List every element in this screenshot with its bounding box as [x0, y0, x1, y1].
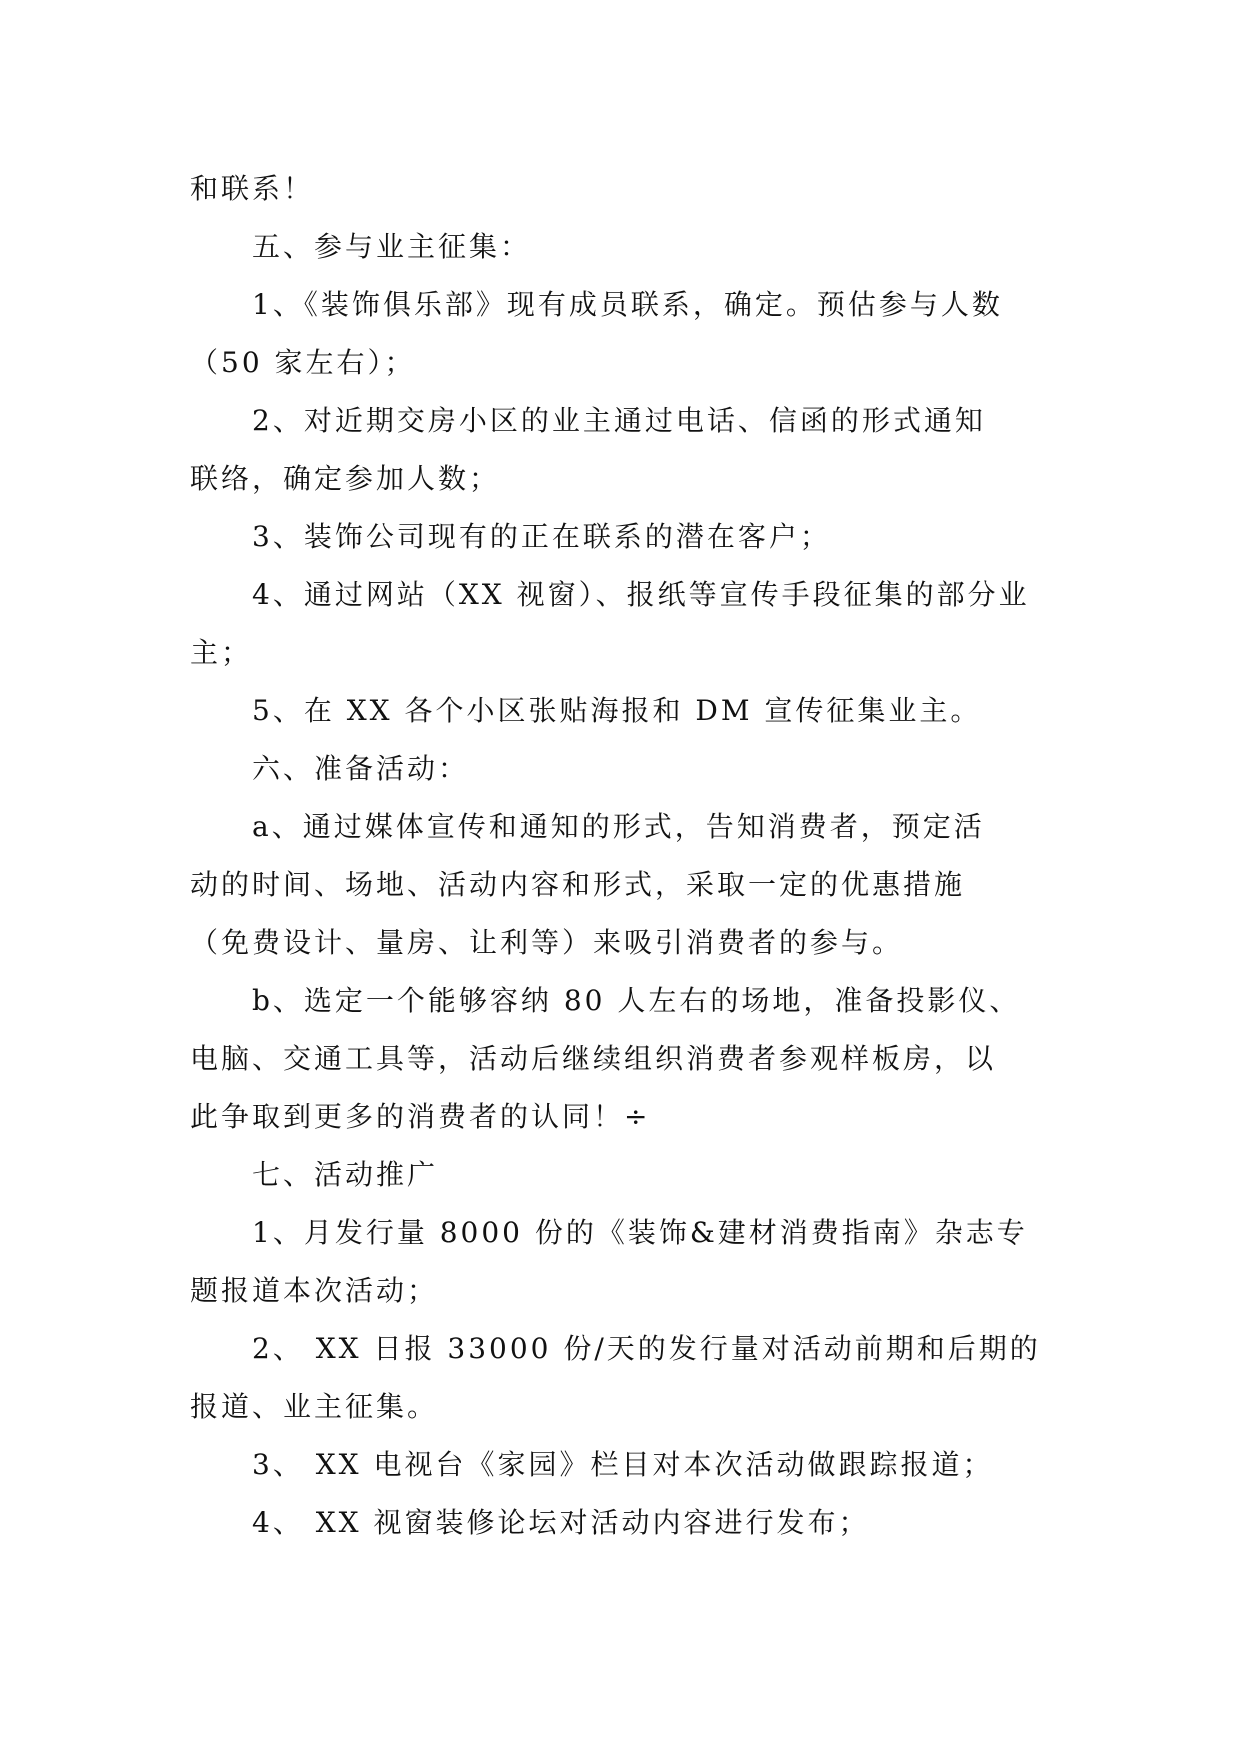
section-heading: 五、参与业主征集：	[252, 230, 532, 263]
text-line: 5、在 XX 各个小区张贴海报和 DM 宣传征集业主。	[252, 694, 982, 727]
text-line: b、选定一个能够容纳 80 人左右的场地，准备投影仪、	[252, 984, 1021, 1017]
text-line: 1、《装饰俱乐部》现有成员联系，确定。预估参与人数	[252, 288, 1003, 321]
text-line: 4、 XX 视窗装修论坛对活动内容进行发布；	[252, 1506, 870, 1539]
document-body	[190, 160, 1060, 1552]
text-line: 4、通过网站（XX 视窗）、报纸等宣传手段征集的部分业	[252, 578, 1030, 611]
text-line: 此争取到更多的消费者的认同！÷	[190, 1100, 651, 1133]
text-line: 2、 XX 日报 33000 份/天的发行量对活动前期和后期的	[252, 1332, 1041, 1365]
text-line: 3、 XX 电视台《家园》栏目对本次活动做跟踪报道；	[252, 1448, 994, 1481]
text-line: 和联系！	[190, 172, 315, 205]
text-line: 动的时间、场地、活动内容和形式，采取一定的优惠措施	[190, 868, 966, 901]
text-line: 电脑、交通工具等，活动后继续组织消费者参观样板房，以	[190, 1042, 997, 1075]
text-line: 报道、业主征集。	[190, 1390, 439, 1423]
text-line: （免费设计、量房、让利等）来吸引消费者的参与。	[190, 926, 904, 959]
section-heading: 七、活动推广	[252, 1158, 439, 1191]
text-line: a、通过媒体宣传和通知的形式，告知消费者，预定活	[252, 810, 985, 843]
text-line: 主；	[190, 636, 253, 669]
text-line: 2、对近期交房小区的业主通过电话、信函的形式通知	[252, 404, 986, 437]
section-heading: 六、准备活动：	[252, 752, 470, 785]
text-line: 1、月发行量 8000 份的《装饰&建材消费指南》杂志专	[252, 1216, 1028, 1249]
text-line: 联络，确定参加人数；	[190, 462, 501, 495]
text-line: （50 家左右）；	[190, 346, 416, 379]
text-line: 题报道本次活动；	[190, 1274, 439, 1307]
text-line: 3、装饰公司现有的正在联系的潜在客户；	[252, 520, 831, 553]
